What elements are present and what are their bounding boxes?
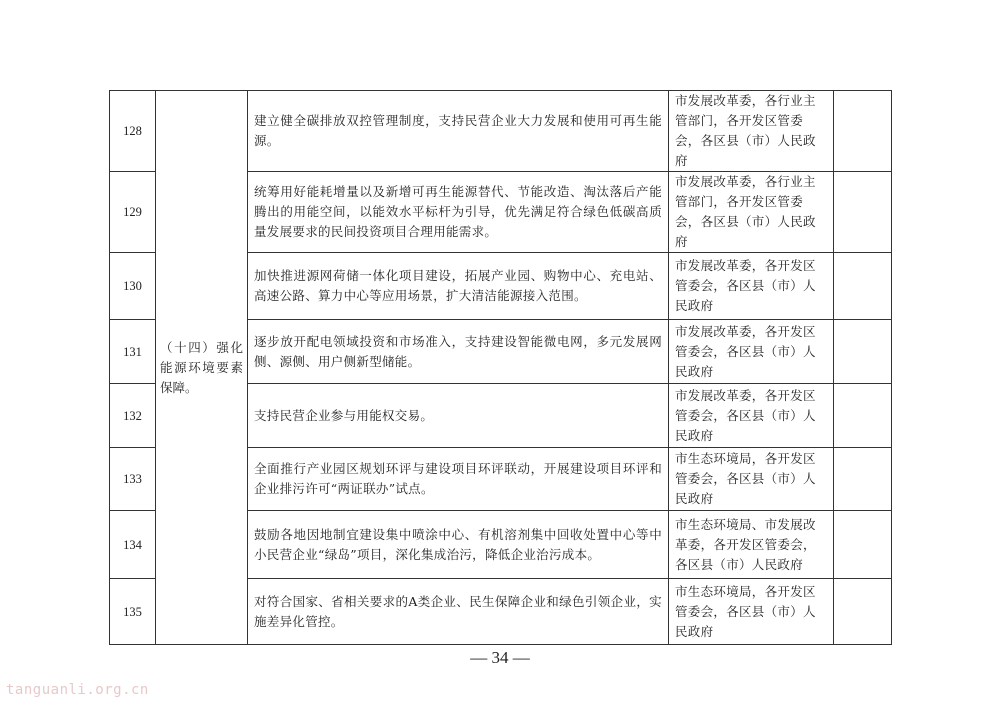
department-cell: 市生态环境局，各开发区管委会，各区县（市）人民政府 bbox=[669, 448, 834, 511]
row-number: 135 bbox=[110, 579, 156, 645]
note-cell bbox=[834, 172, 892, 253]
department-cell: 市生态环境局、市发展改革委，各开发区管委会，各区县（市）人民政府 bbox=[669, 511, 834, 579]
row-number: 129 bbox=[110, 172, 156, 253]
measure-cell: 统筹用好能耗增量以及新增可再生能源替代、节能改造、淘汰落后产能腾出的用能空间，以能效水平标杆为引导，优先满足符合绿色低碳高质量发展要求的民间投资项目合理用能需求。 bbox=[248, 172, 669, 253]
department-cell: 市生态环境局，各开发区管委会，各区县（市）人民政府 bbox=[669, 579, 834, 645]
note-cell bbox=[834, 448, 892, 511]
note-cell bbox=[834, 511, 892, 579]
policy-table bbox=[109, 90, 892, 645]
measure-cell: 鼓励各地因地制宜建设集中喷涂中心、有机溶剂集中回收处置中心等中小民营企业“绿岛”项目，深化集成治污，降低企业治污成本。 bbox=[248, 511, 669, 579]
row-number: 130 bbox=[110, 253, 156, 320]
department-cell: 市发展改革委，各开发区管委会，各区县（市）人民政府 bbox=[669, 320, 834, 384]
row-number: 134 bbox=[110, 511, 156, 579]
watermark-text: tanguanli.org.cn bbox=[6, 682, 149, 698]
measure-cell: 对符合国家、省相关要求的A类企业、民生保障企业和绿色引领企业，实施差异化管控。 bbox=[248, 579, 669, 645]
measure-cell: 逐步放开配电领域投资和市场准入，支持建设智能微电网，多元发展网侧、源侧、用户侧新型储能。 bbox=[248, 320, 669, 384]
measure-cell: 支持民营企业参与用能权交易。 bbox=[248, 384, 669, 448]
category-cell: （十四）强化能源环境要素保障。 bbox=[156, 91, 248, 645]
page-number: — 34 — bbox=[470, 648, 530, 667]
note-cell bbox=[834, 253, 892, 320]
row-number: 132 bbox=[110, 384, 156, 448]
row-number: 133 bbox=[110, 448, 156, 511]
measure-cell: 建立健全碳排放双控管理制度，支持民营企业大力发展和使用可再生能源。 bbox=[248, 91, 669, 172]
measure-cell: 加快推进源网荷储一体化项目建设，拓展产业园、购物中心、充电站、高速公路、算力中心等应用场景，扩大清洁能源接入范围。 bbox=[248, 253, 669, 320]
row-number: 128 bbox=[110, 91, 156, 172]
department-cell: 市发展改革委，各开发区管委会，各区县（市）人民政府 bbox=[669, 253, 834, 320]
table-row bbox=[110, 91, 892, 172]
note-cell bbox=[834, 320, 892, 384]
measure-cell: 全面推行产业园区规划环评与建设项目环评联动，开展建设项目环评和企业排污许可“两证联办”试点。 bbox=[248, 448, 669, 511]
note-cell bbox=[834, 579, 892, 645]
note-cell bbox=[834, 384, 892, 448]
row-number: 131 bbox=[110, 320, 156, 384]
note-cell bbox=[834, 91, 892, 172]
department-cell: 市发展改革委，各行业主管部门，各开发区管委会，各区县（市）人民政府 bbox=[669, 91, 834, 172]
department-cell: 市发展改革委，各开发区管委会，各区县（市）人民政府 bbox=[669, 384, 834, 448]
department-cell: 市发展改革委，各行业主管部门，各开发区管委会，各区县（市）人民政府 bbox=[669, 172, 834, 253]
